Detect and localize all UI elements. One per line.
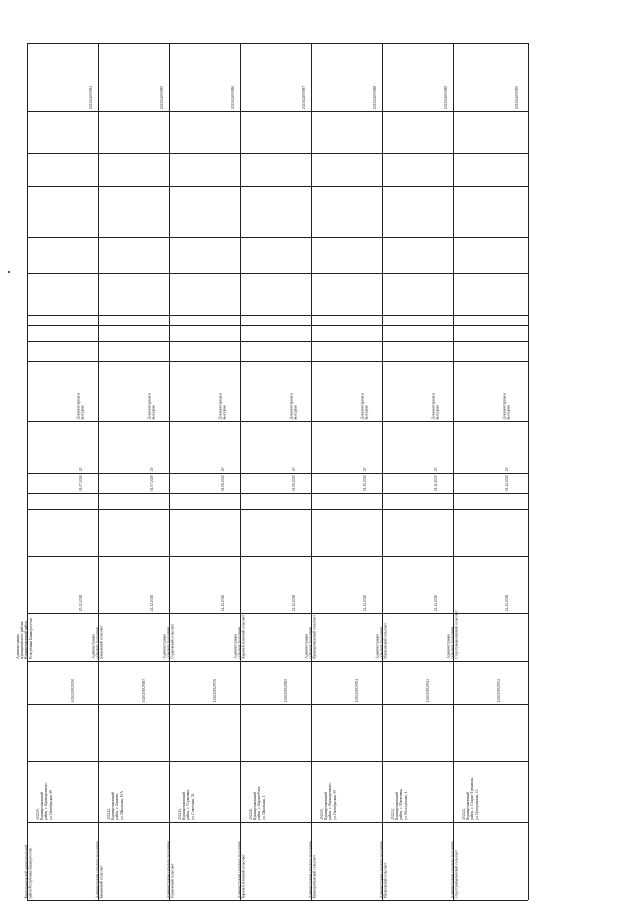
cell-text: Старотукмаклинский сельсовет: [454, 610, 459, 659]
cell-text: Документарная и: [502, 392, 507, 419]
cell-ogrn: [284, 661, 310, 702]
cell-text: 25.12.2018: [78, 594, 83, 611]
cell-doc-date: [363, 473, 381, 491]
cell-text: Кушнаренковский: [111, 792, 116, 820]
cell-district: [24, 822, 97, 898]
cell-text: Администрация: [304, 634, 309, 659]
cell-text: Горьковский сельсовет: [170, 862, 175, 898]
cell-date: [505, 556, 527, 611]
cell-text: Кушнаренковский: [395, 792, 400, 820]
cell-num: [363, 421, 381, 471]
cell-text: Документарная и: [360, 392, 365, 419]
cell-text: ул. Октябрьская, 69: [48, 790, 53, 820]
cell-doc-date: [79, 473, 97, 491]
cell-text: 01.07.2020: [149, 474, 154, 491]
cell-text: район, с. Бакаево,: [115, 792, 120, 820]
cell-ogrn: [142, 661, 168, 702]
cell-text: сельского поселения: [450, 627, 455, 659]
cell-text: 452230,: [320, 808, 325, 820]
cell-date: [292, 556, 310, 611]
cell-text: 1020201929543: [425, 678, 430, 702]
cell-text: Карача-Елгинский сельсовет: [241, 853, 246, 898]
cell-text: выездная: [293, 404, 298, 419]
cell-text: ул. Октябрьская, 95: [332, 790, 337, 820]
cell-text: 1020201929390: [70, 678, 75, 702]
cell-text: 2021024000087: [301, 85, 306, 109]
cell-org: [446, 610, 527, 659]
cell-text: Матвеевский сельсовет: [383, 862, 388, 898]
cell-district: [95, 822, 168, 898]
cell-text: Матвеевский сельсовет: [383, 623, 388, 659]
cell-text: ул. Школьная, 10А: [119, 791, 124, 820]
cell-address: [249, 761, 310, 820]
cell-text: Документарная и: [431, 392, 436, 419]
cell-text: Кушнаренковский сельсовет: [312, 854, 317, 898]
cell-text: выездная: [364, 404, 369, 419]
cell-text: Администрация сельского поселения: [237, 840, 242, 898]
cell-org: [304, 613, 381, 659]
cell-text: Документарная и: [147, 392, 152, 419]
cell-ogrn: [426, 661, 452, 702]
cell-text: Администрация сельского поселения: [308, 840, 313, 898]
cell-text: Кушнаренковский сельсовет: [312, 615, 317, 659]
cell-text: Администрация сельского поселения: [450, 840, 455, 898]
cell-text: 20: [504, 467, 509, 471]
cell-text: 2021024000088: [372, 85, 377, 109]
cell-text: 20: [78, 467, 83, 471]
cell-text: ул. Советская, 54: [190, 793, 195, 820]
cell-code: [89, 43, 97, 109]
cell-doc-date: [292, 473, 310, 491]
cell-text: Администрация: [233, 634, 238, 659]
cell-text: Кушнаренковский район: [24, 621, 29, 659]
cell-num: [221, 421, 239, 471]
cell-type: [431, 361, 452, 419]
cell-district: [166, 822, 239, 898]
cell-org: [16, 613, 97, 659]
cell-text: Документарная и: [218, 392, 223, 419]
cell-text: 20: [220, 467, 225, 471]
cell-code: [444, 43, 452, 109]
cell-text: Администрация: [375, 634, 380, 659]
table-column-rule: [528, 43, 529, 900]
cell-text: Администрация сельского поселения: [379, 840, 384, 898]
cell-type: [147, 361, 168, 419]
cell-num: [79, 421, 97, 471]
cell-text: ул. Школьная, 1: [261, 795, 266, 820]
cell-text: район, с. Карача-Елга,: [257, 786, 262, 820]
cell-text: Администрация сельского поселения: [166, 840, 171, 898]
cell-text: Кушнаренковский муниципальный: [24, 844, 29, 898]
cell-type: [502, 361, 527, 419]
cell-address: [462, 761, 527, 820]
cell-text: 452242,: [107, 808, 112, 820]
cell-text: ул. Молодёжная, 1: [403, 791, 408, 820]
cell-text: Кушнаренковский: [40, 792, 45, 820]
cell-text: 1020201929576: [212, 678, 217, 702]
cell-text: Администрация: [16, 634, 21, 659]
cell-type: [218, 361, 239, 419]
cell-type: [289, 361, 310, 419]
cell-date: [434, 556, 452, 611]
cell-address: [107, 761, 168, 820]
cell-text: Кушнаренковский: [253, 792, 258, 820]
cell-type: [360, 361, 381, 419]
cell-date: [363, 556, 381, 611]
cell-text: 01.12.2020: [504, 474, 509, 491]
cell-text: сельского поселения: [166, 627, 171, 659]
cell-text: 01.10.2020: [362, 474, 367, 491]
cell-date: [79, 556, 97, 611]
cell-text: 20: [291, 467, 296, 471]
cell-address: [391, 761, 452, 820]
cell-num: [434, 421, 452, 471]
cell-text: Администрация: [446, 634, 451, 659]
cell-text: 24.12.2018: [220, 594, 225, 611]
cell-text: выездная: [222, 404, 227, 419]
cell-text: 01.11.2020: [433, 474, 438, 491]
cell-text: Документарная и: [289, 392, 294, 419]
cell-text: сельского поселения: [308, 627, 313, 659]
cell-doc-date: [434, 473, 452, 491]
cell-text: 24.12.2018: [433, 594, 438, 611]
cell-text: район, с. Кушнаренково,: [328, 782, 333, 820]
cell-text: 2021024000086: [230, 85, 235, 109]
cell-text: 452230,: [36, 808, 41, 820]
cell-date: [150, 556, 168, 611]
cell-num: [292, 421, 310, 471]
cell-text: Старотукмаклинский сельсовет: [454, 849, 459, 898]
cell-org: [375, 613, 452, 659]
cell-date: [221, 556, 239, 611]
cell-text: 1020201929565: [283, 678, 288, 702]
cell-text: 452241,: [178, 808, 183, 820]
cell-num: [505, 421, 527, 471]
cell-text: 20: [149, 467, 154, 471]
cell-text: Кушнаренковский: [466, 792, 471, 820]
cell-org: [162, 613, 239, 659]
cell-district: [450, 822, 527, 898]
cell-text: 2021024000085: [159, 85, 164, 109]
cell-num: [150, 421, 168, 471]
cell-code: [231, 43, 239, 109]
cell-text: 1020201929554: [354, 678, 359, 702]
cell-text: район, с. Горьковка,: [186, 789, 191, 820]
cell-text: Кушнаренковский: [324, 792, 329, 820]
cell-text: выездная: [435, 404, 440, 419]
cell-text: 2021024000084: [88, 85, 93, 109]
cell-text: 01.08.2020: [220, 474, 225, 491]
cell-text: сельского поселения: [379, 627, 384, 659]
cell-text: Бакаевский сельсовет: [99, 864, 104, 898]
cell-text: выездная: [151, 404, 156, 419]
cell-text: район, с. Кушнаренково,: [44, 782, 49, 820]
cell-text: Документарная и: [76, 392, 81, 419]
cell-text: 2021024000090: [514, 85, 519, 109]
cell-text: муниципального района: [20, 621, 25, 659]
cell-text: Республики Башкортостан: [28, 618, 33, 659]
cell-code: [302, 43, 310, 109]
cell-district: [379, 822, 452, 898]
cell-text: 1020201929587: [141, 678, 146, 702]
cell-text: 01.09.2020: [291, 474, 296, 491]
cell-address: [36, 761, 97, 820]
cell-type: [76, 361, 97, 419]
cell-text: выездная: [506, 404, 511, 419]
cell-text: Горьковский сельсовет: [170, 623, 175, 659]
scan-speck: [8, 271, 10, 273]
cell-text: Администрация: [162, 634, 167, 659]
cell-text: выездная: [80, 404, 85, 419]
cell-code: [373, 43, 381, 109]
cell-text: 01.07.2020: [78, 474, 83, 491]
cell-ogrn: [71, 661, 97, 702]
cell-text: 452232,: [391, 808, 396, 820]
cell-text: сельского поселения: [237, 627, 242, 659]
cell-address: [178, 761, 239, 820]
cell-text: сельского поселения: [95, 627, 100, 659]
cell-text: 1020201929532: [496, 678, 501, 702]
cell-text: Администрация сельского поселения: [95, 840, 100, 898]
cell-text: 24.12.2018: [362, 594, 367, 611]
cell-text: 20: [362, 467, 367, 471]
cell-text: 24.12.2018: [504, 594, 509, 611]
cell-text: 452244,: [462, 808, 467, 820]
cell-text: район, с. Старые Тукмаклы,: [470, 777, 475, 820]
cell-text: 2021024000089: [443, 85, 448, 109]
cell-text: Кушнаренковский: [182, 792, 187, 820]
cell-text: 452246,: [249, 808, 254, 820]
cell-org: [233, 613, 310, 659]
cell-code: [515, 43, 527, 109]
cell-text: 24.12.2018: [291, 594, 296, 611]
cell-ogrn: [355, 661, 381, 702]
cell-doc-date: [221, 473, 239, 491]
cell-text: Бакаевский сельсовет: [99, 625, 104, 659]
cell-org: [91, 613, 168, 659]
cell-text: Карача-Елгинский сельсовет: [241, 614, 246, 659]
cell-doc-date: [505, 473, 527, 491]
cell-text: 24.12.2018: [149, 594, 154, 611]
cell-ogrn: [497, 661, 527, 702]
landscape-inspection-table: [16, 43, 528, 900]
cell-doc-date: [150, 473, 168, 491]
cell-text: район Республики Башкортостан: [28, 847, 33, 898]
cell-text: район, с. Матвеевка,: [399, 788, 404, 820]
table-row-rule: [27, 900, 528, 901]
cell-district: [237, 822, 310, 898]
cell-text: 20: [433, 467, 438, 471]
cell-code: [160, 43, 168, 109]
cell-ogrn: [213, 661, 239, 702]
cell-district: [308, 822, 381, 898]
cell-text: ул. Центральная, 13: [474, 789, 479, 820]
cell-text: Администрация: [91, 634, 96, 659]
cell-address: [320, 761, 381, 820]
